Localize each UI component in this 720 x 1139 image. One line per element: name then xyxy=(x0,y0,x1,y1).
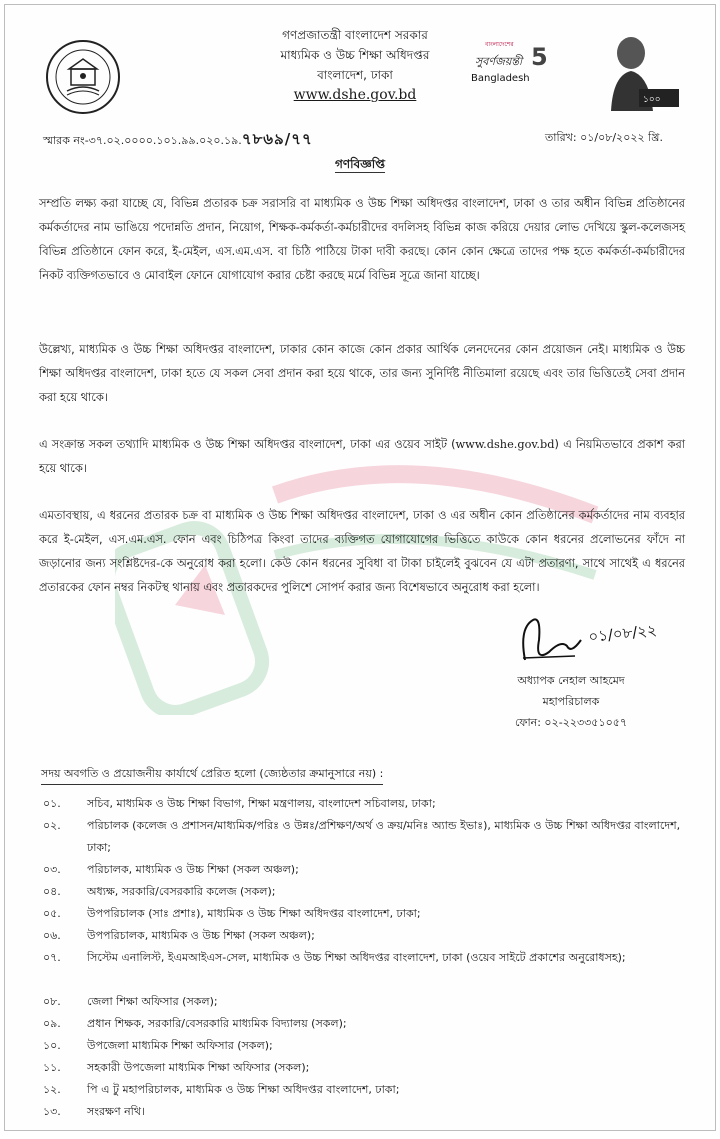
signatory-name: অধ্যাপক নেহাল আহমেদ xyxy=(517,674,625,687)
item-number: ০২. xyxy=(43,819,61,832)
item-number: ০৩. xyxy=(43,863,61,876)
item-number: ১০. xyxy=(43,1039,61,1052)
item-text: পরিচালক (কলেজ ও প্রশাসন/মাধ্যমিক/পরিঃ ও উন্নঃ/প্রশিক্ষণ/অর্থ ও ক্রয়/মনিঃ অ্যান্ড ইভাঃ), মাধ্যমিক ও উচ্চ শিক্ষা অধিদপ্তর বাংলাদেশ, ঢাকা; xyxy=(87,819,681,854)
item-text: পরিচালক, মাধ্যমিক ও উচ্চ শিক্ষা (সকল অঞ্চল); xyxy=(87,863,299,876)
mujib-borsho-portrait-icon xyxy=(601,31,685,111)
item-text: সংরক্ষণ নথি। xyxy=(87,1105,145,1118)
item-number: ০৪. xyxy=(43,885,61,898)
distribution-item xyxy=(43,793,683,815)
website-link[interactable]: www.dshe.gov.bd xyxy=(293,87,417,103)
handwritten-signature xyxy=(505,610,685,670)
notice-title xyxy=(5,156,715,176)
item-text: উপজেলা মাধ্যমিক শিক্ষা অফিসার (সকল); xyxy=(87,1039,273,1052)
item-number: ১২. xyxy=(43,1083,61,1096)
paragraph-1: সম্প্রতি লক্ষ্য করা যাচ্ছে যে, বিভিন্ন প্রতারক চক্র সরাসরি বা মাধ্যমিক ও উচ্চ শিক্ষা অধিদপ্তর বাংলাদেশ, ঢাকা ও তার অধীন বিভিন্ন প্রতিষ্ঠানের কর্মকর্তাদের নাম ভাঙিয়ে পদোন্নতি প্রদান, নিয়োগ, শিক্ষক-কর্মকর্তা-কর্মচারীদের বদলিসহ বিভিন্ন কাজ করিয়ে দেয়ার লোভ দেখিয়ে স্কুল-কলেজসহ বিভিন্ন প্রতিষ্ঠানে ফোন করে, ই-মেইল, এস.এম.এস. বা চিঠি পাঠিয়ে টাকা দাবী করছে। কোন কোন ক্ষেত্রে তাদের পক্ষ হতে কর্মকর্তা-কর্মচারীদের নিকট ব্যক্তিগতভাবে ও মোবাইল ফোনে যোগাযোগ করার চেষ্টা করছে মর্মে বিভিন্ন সূত্রে জানা যাচ্ছে। xyxy=(39,197,685,282)
svg-text:১০০: ১০০ xyxy=(643,95,661,105)
item-number: ০৯. xyxy=(43,1017,61,1030)
signatory-block xyxy=(481,670,661,733)
distribution-title: সদয় অবগতি ও প্রয়োজনীয় কার্যার্থে প্রেরিত হলো (জ্যেষ্ঠতার ক্রমানুসারে নয়) : xyxy=(41,765,383,785)
item-number: ০৭. xyxy=(43,951,61,964)
location: বাংলাদেশ, ঢাকা xyxy=(317,68,393,82)
jubilee-fifty-icon: 5 xyxy=(531,43,548,71)
distribution-item xyxy=(43,925,683,947)
signatory-designation: মহাপরিচালক xyxy=(542,695,600,708)
distribution-item xyxy=(43,859,683,881)
notice-title-text: গণবিজ্ঞপ্তি xyxy=(334,157,385,171)
item-number: ০৬. xyxy=(43,929,61,942)
distribution-item xyxy=(43,1057,683,1079)
dshe-seal-logo xyxy=(45,39,121,115)
distribution-item xyxy=(43,991,683,1013)
item-number: ১১. xyxy=(43,1061,61,1074)
jubilee-main-text: সুবর্ণজয়ন্তী xyxy=(475,55,523,68)
paragraph-3-website-link[interactable]: www.dshe.gov.bd xyxy=(455,438,555,451)
item-text: পি এ টু মহাপরিচালক, মাধ্যমিক ও উচ্চ শিক্ষা অধিদপ্তর বাংলাদেশ, ঢাকা; xyxy=(87,1083,400,1096)
paragraph-3 xyxy=(39,433,685,481)
item-text: সহকারী উপজেলা মাধ্যমিক শিক্ষা অফিসার (সকল); xyxy=(87,1061,310,1074)
item-number: ০১. xyxy=(43,797,61,810)
distribution-item xyxy=(43,903,683,925)
paragraph-3-start: এ সংক্রান্ত সকল তথ্যাদি মাধ্যমিক ও উচ্চ শিক্ষা অধিদপ্তর বাংলাদেশ, ঢাকা এর ওয়েব সাইট ( xyxy=(39,438,456,451)
item-text: সিস্টেম এনালিস্ট, ইএমআইএস-সেল, মাধ্যমিক ও উচ্চ শিক্ষা অধিদপ্তর বাংলাদেশ, ঢাকা (ওয়েব সাইটে প্রকাশের অনুরোধসহ); xyxy=(87,951,626,964)
memo-date: তারিখ: ০১/০৮/২০২২ খ্রি. xyxy=(545,131,663,144)
golden-jubilee-badge xyxy=(471,31,561,107)
distribution-item xyxy=(43,1035,683,1057)
distribution-item xyxy=(43,1079,683,1101)
distribution-item xyxy=(43,947,683,991)
distribution-item xyxy=(43,881,683,903)
item-text: জেলা শিক্ষা অফিসার (সকল); xyxy=(87,995,218,1008)
distribution-list xyxy=(43,793,683,1123)
item-text: উপপরিচালক (সাঃ প্রশাঃ), মাধ্যমিক ও উচ্চ শিক্ষা অধিদপ্তর বাংলাদেশ, ঢাকা; xyxy=(87,907,421,920)
signature-date: ০১/০৮/২২ xyxy=(587,620,658,646)
distribution-item xyxy=(43,815,683,859)
item-text: উপপরিচালক, মাধ্যমিক ও উচ্চ শিক্ষা (সকল অঞ্চল); xyxy=(87,929,315,942)
letterhead xyxy=(205,25,505,105)
jubilee-country-text: Bangladesh xyxy=(471,73,530,84)
item-text: সচিব, মাধ্যমিক ও উচ্চ শিক্ষা বিভাগ, শিক্ষা মন্ত্রণালয়, বাংলাদেশ সচিবালয়, ঢাকা; xyxy=(87,797,436,810)
jubilee-small-text: বাংলাদেশের xyxy=(485,41,514,48)
distribution-item xyxy=(43,1101,683,1123)
signatory-phone: ফোন: ০২-২২৩৩৫১০৫৭ xyxy=(514,716,628,729)
notice-page xyxy=(4,4,716,1131)
paragraph-4: এমতাবস্থায়, এ ধরনের প্রতারক চক্র বা মাধ্যমিক ও উচ্চ শিক্ষা অধিদপ্তর বাংলাদেশ, ঢাকা ও এর অধীন কোন প্রতিষ্ঠানের কর্মকর্তাদের নাম ব্যবহার করে ই-মেইল, এস.এম.এস. ফোন এবং চিঠিপত্র কিংবা তাদের ব্যক্তিগত যোগাযোগের ভিত্তিতে কাউকে কোন ধরনের প্রলোভনের ফাঁদে না জড়ানোর জন্য সংশ্লিষ্টদের-কে অনুরোধ করা হলো। কেউ কোন ধরনের সুবিধা বা টাকা চাইলেই বুঝবেন যে এটা প্রতারণা, সাথে সাথেই এ ধরনের প্রতারকের ফোন নম্বর নিকটস্থ থানায় এবং প্রতারকদের পুলিশে সোপর্দ করার জন্য বিশেষভাবে অনুরোধ করা হলো। xyxy=(39,509,685,594)
item-number: ০৫. xyxy=(43,907,61,920)
paragraph-2: উল্লেখ্য, মাধ্যমিক ও উচ্চ শিক্ষা অধিদপ্তর বাংলাদেশ, ঢাকার কোন কাজে কোন প্রকার আর্থিক লেনদেনের কোন প্রয়োজন নেই। মাধ্যমিক ও উচ্চ শিক্ষা অধিদপ্তর বাংলাদেশ, ঢাকা হতে যে সকল সেবা প্রদান করা হয়ে থাকে, তার জন্য সুনির্দিষ্ট নীতিমালা রয়েছে এবং তার ভিত্তিতেই সেবা প্রদান করা হয়ে থাকে। xyxy=(39,343,685,404)
memo-handwritten-number: ৭৮৬৯/৭৭ xyxy=(241,130,313,148)
item-text: প্রধান শিক্ষক, সরকারি/বেসরকারি মাধ্যমিক বিদ্যালয় (সকল); xyxy=(87,1017,347,1030)
paragraph-3-end: ) এ নিয়মিতভাবে প্রকাশ করা হয়ে থাকে। xyxy=(39,438,685,475)
memo-reference xyxy=(43,128,313,153)
item-number: ০৮. xyxy=(43,995,61,1008)
government-name: গণপ্রজাতন্ত্রী বাংলাদেশ সরকার xyxy=(282,28,428,42)
item-text: অধ্যক্ষ, সরকারি/বেসরকারি কলেজ (সকল); xyxy=(87,885,276,898)
distribution-item xyxy=(43,1013,683,1035)
item-number: ১৩. xyxy=(43,1105,61,1118)
memo-reference-number: স্মারক নং-৩৭.০২.০০০০.১০১.৯৯.০২০.১৯. xyxy=(43,134,242,147)
directorate-name: মাধ্যমিক ও উচ্চ শিক্ষা অধিদপ্তর xyxy=(280,48,430,62)
